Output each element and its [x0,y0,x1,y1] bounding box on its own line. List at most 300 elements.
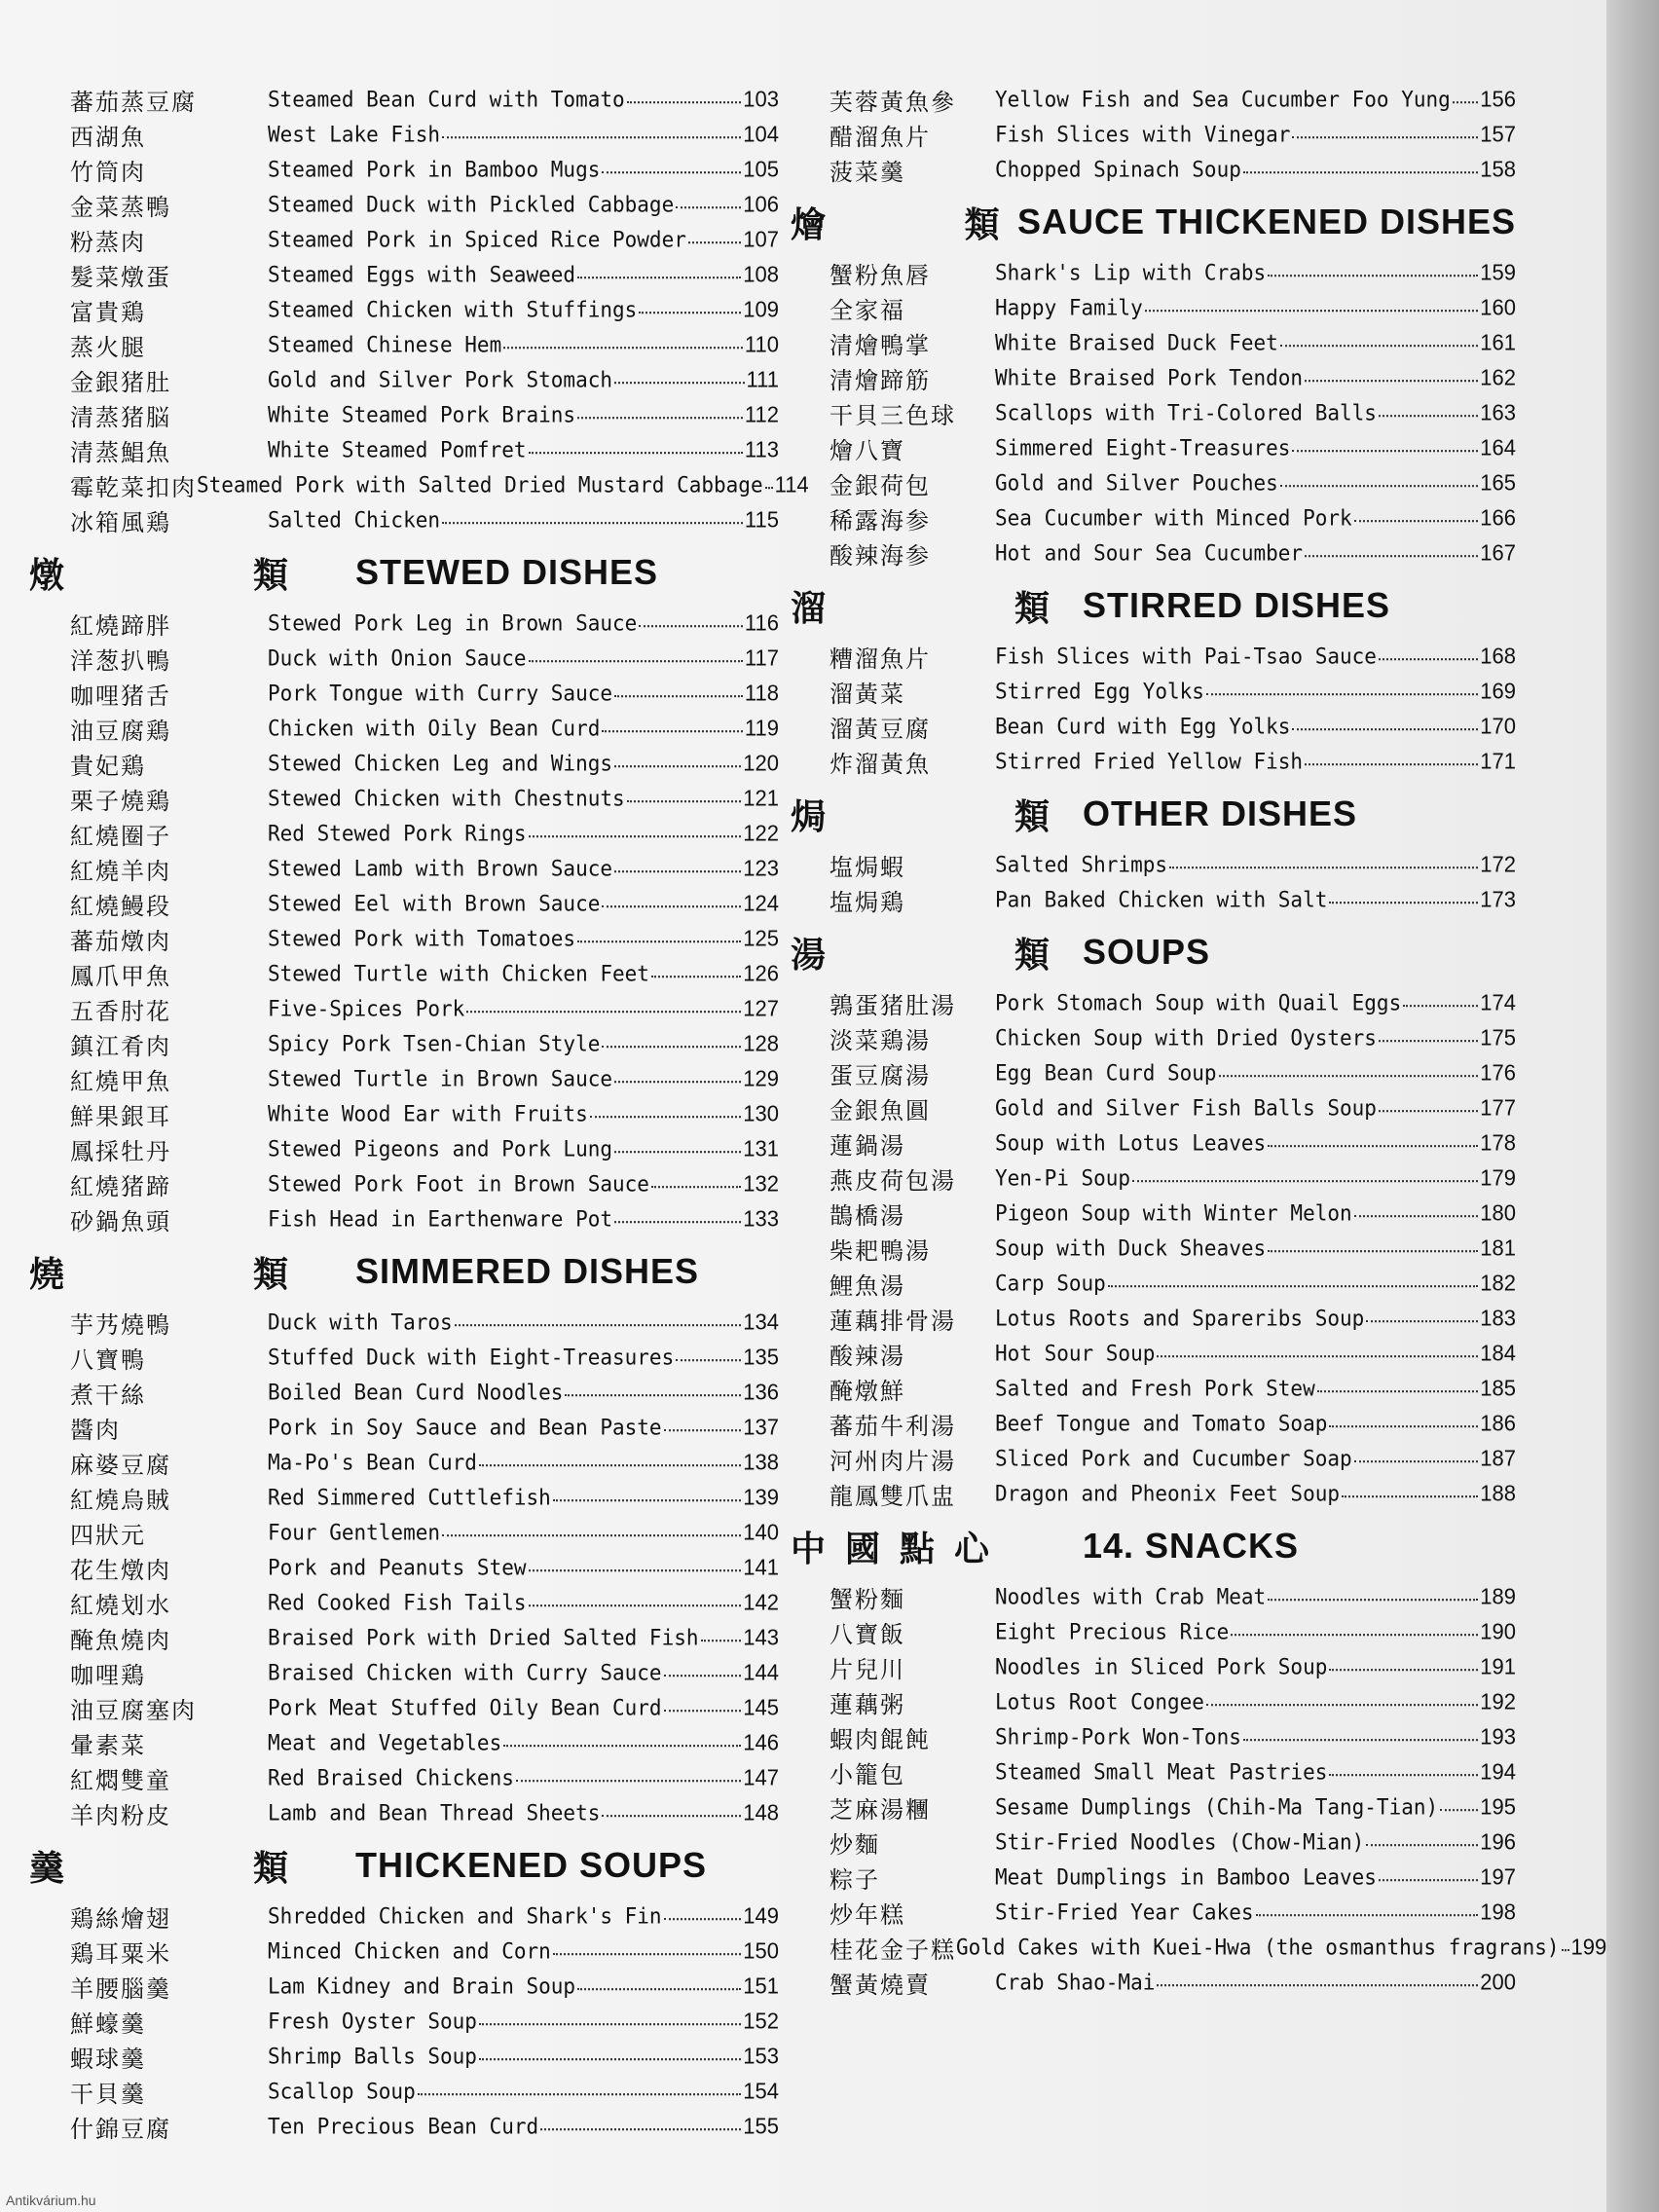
leader-dots [479,2022,741,2025]
dish-number: 195 [1480,1793,1516,1820]
leader-dots [540,2127,741,2130]
dish-name-english: Dragon and Pheonix Feet Soup [995,1481,1341,1506]
dish-number: 118 [744,680,779,706]
leader-dots [614,694,743,697]
dish-number: 196 [1480,1828,1516,1855]
dish-entry [995,329,1516,356]
dish-name-chinese: 塩焗鶏 [830,888,905,916]
menu-item [791,290,1516,325]
menu-item [791,117,1516,152]
menu-item [791,152,1516,187]
dish-name-english: Egg Bean Curd Soup [995,1060,1217,1086]
dish-entry [995,643,1516,670]
dish-name-chinese: 芙蓉黃魚參 [830,88,956,116]
dish-name-chinese: 蟹黃燒賣 [830,1971,931,1999]
dish-number: 172 [1480,851,1516,877]
menu-item [29,1934,779,1969]
menu-item [791,1789,1516,1825]
dish-entry [268,1589,779,1616]
dish-entry [268,820,779,847]
dish-number: 193 [1480,1723,1516,1750]
menu-item [29,1096,779,1131]
leader-dots [577,276,741,278]
dish-name-chinese: 塩焗蝦 [830,853,905,881]
dish-name-english: Fresh Oyster Soup [268,2009,477,2034]
dish-name-english: Red Braised Chickens [268,1765,514,1790]
leader-dots [664,1709,742,1712]
dish-number: 174 [1480,989,1516,1015]
dish-number: 190 [1480,1618,1516,1644]
dish-name-chinese: 油豆腐鶏 [70,717,171,745]
dish-name-english: Shrimp Balls Soup [268,2044,477,2069]
dish-name-chinese: 清燴蹄筋 [830,366,931,394]
dish-name-english: Pork Meat Stuffed Oily Bean Curd [268,1695,662,1720]
leader-dots [1268,274,1478,276]
dish-number: 186 [1480,1410,1516,1436]
menu-item [29,152,779,187]
dish-name-chinese: 竹筒肉 [70,158,146,186]
dish-number: 135 [743,1344,779,1370]
menu-item [791,744,1516,779]
leader-dots [1379,657,1478,660]
menu-item [791,1371,1516,1406]
dish-name-english: Noodles in Sliced Pork Soup [995,1654,1328,1679]
dish-name-chinese: 紅燒划水 [70,1591,171,1619]
leader-dots [676,1358,741,1361]
menu-item [791,1196,1516,1231]
dish-entry [995,434,1516,461]
menu-item [29,1131,779,1166]
dish-entry [268,1484,779,1511]
dish-number: 120 [743,750,779,776]
section-title-english: SIMMERED DISHES [355,1251,700,1291]
dish-name-chinese: 龍鳳雙爪盅 [830,1482,956,1510]
menu-item [29,432,779,467]
dish-number: 146 [743,1729,779,1755]
dish-number: 163 [1480,399,1516,425]
dish-name-chinese: 咖哩猪舌 [70,682,171,710]
dish-entry [268,86,779,113]
dish-entry [995,1969,1516,1996]
leader-dots [664,1428,742,1431]
dish-name-english: Hot Sour Soup [995,1341,1156,1366]
dish-name-chinese: 麻婆豆腐 [70,1451,171,1479]
section-title-chinese: 焗 [791,796,827,837]
dish-entry [268,1972,779,2000]
dish-number: 148 [743,1799,779,1825]
dish-number: 171 [1480,748,1516,774]
menu-item [29,1655,779,1690]
dish-entry [268,1624,779,1651]
menu-item [29,362,779,397]
dish-number: 184 [1480,1340,1516,1366]
dish-number: 198 [1480,1899,1516,1925]
dish-name-chinese: 鳳爪甲魚 [70,962,171,990]
dish-name-english: Pork Tongue with Curry Sauce [268,681,613,706]
leader-dots [1243,1738,1478,1741]
dish-entry [268,1799,779,1826]
dish-name-chinese: 富貴鶏 [70,298,146,326]
menu-item [29,1795,779,1830]
menu-item [791,325,1516,360]
dish-number: 181 [1480,1235,1516,1261]
menu-item [29,1201,779,1236]
dish-number: 130 [743,1100,779,1126]
dish-entry [268,1519,779,1546]
dish-entry [995,399,1516,426]
dish-name-chinese: 紅燒羊肉 [70,857,171,885]
dish-name-chinese: 淡菜鶏湯 [830,1026,931,1054]
dish-number: 188 [1480,1480,1516,1506]
dish-number: 189 [1480,1583,1516,1609]
section-title-english: STIRRED DISHES [1083,585,1391,625]
dish-entry [995,1375,1516,1402]
leader-dots [529,1568,742,1571]
dish-name-chinese: 醋溜魚片 [830,123,931,151]
dish-entry [995,364,1516,391]
dish-name-chinese: 砂鍋魚頭 [70,1207,171,1235]
dish-entry [268,785,779,812]
dish-name-chinese: 花生燉肉 [70,1556,171,1584]
menu-item [791,82,1516,117]
dish-number: 122 [743,820,779,846]
leader-dots [1354,1214,1479,1217]
leader-dots [1354,1459,1479,1462]
dish-name-chinese: 醃燉鮮 [830,1377,905,1405]
dish-name-chinese: 芝麻湯糰 [830,1795,931,1824]
dish-number: 138 [743,1449,779,1475]
dish-entry [268,1100,779,1127]
menu-item [29,991,779,1026]
leader-dots [602,1045,741,1048]
dish-entry [268,2078,779,2105]
menu-item [29,1445,779,1480]
dish-name-chinese: 炸溜黃魚 [830,750,931,778]
dish-entry [995,1653,1516,1680]
leader-dots [577,1987,741,1990]
dish-entry [995,1270,1516,1297]
dish-name-chinese: 蓮藕排骨湯 [830,1307,956,1335]
dish-number: 170 [1480,713,1516,739]
dish-name-english: Lotus Root Congee [995,1689,1204,1714]
menu-item [791,847,1516,882]
leader-dots [1268,1249,1478,1252]
leader-dots [614,1080,741,1083]
leader-dots [553,1498,741,1501]
dish-name-chinese: 蟹粉魚唇 [830,261,931,289]
menu-item [29,1760,779,1795]
dish-name-chinese: 金銀猪肚 [70,368,171,396]
dish-name-chinese: 髮菜燉蛋 [70,263,171,291]
dish-name-chinese: 蕃茄燉肉 [70,927,171,955]
dish-entry [995,86,1516,113]
dish-entry [268,2008,779,2035]
dish-number: 121 [743,785,779,811]
dish-name-chinese: 霉乾菜扣肉 [70,473,197,501]
menu-item [791,1649,1516,1684]
section-header [791,1517,1516,1575]
leader-dots [688,240,741,243]
dish-number: 125 [743,925,779,951]
dish-number: 110 [744,331,779,357]
dish-number: 124 [743,890,779,916]
leader-dots [1379,1109,1478,1112]
menu-item [29,1620,779,1655]
dish-entry [268,1065,779,1092]
dish-name-chinese: 炒年糕 [830,1900,905,1929]
dish-entry [268,1659,779,1686]
dish-name-english: Happy Family [995,295,1143,320]
dish-name-chinese: 清蒸猪脳 [70,403,171,431]
leader-dots [516,1779,741,1782]
leader-dots [602,170,741,173]
dish-number: 199 [1570,1934,1607,1960]
dish-entry [995,259,1516,286]
menu-item [29,502,779,537]
dish-name-chinese: 酸辣海参 [830,541,931,570]
dish-number: 108 [743,261,779,287]
dish-entry [995,678,1516,705]
dish-name-english: Fish Head in Earthenware Pot [268,1206,613,1232]
menu-item [29,1061,779,1096]
leader-dots [479,1463,741,1466]
dish-name-english: Steamed Pork with Salted Dried Mustard Cabbage [197,472,763,498]
menu-item [791,500,1516,535]
dish-name-english: Stir-Fried Year Cakes [995,1899,1254,1925]
dish-number: 115 [744,506,779,533]
menu-item [791,1754,1516,1789]
dish-name-chinese: 煮干絲 [70,1381,146,1409]
dish-number: 140 [743,1519,779,1545]
menu-item [29,1480,779,1515]
dish-name-chinese: 鎮江肴肉 [70,1032,171,1060]
dish-name-english: Soup with Duck Sheaves [995,1235,1267,1261]
dish-name-chinese: 清燴鴨掌 [830,331,931,359]
dish-name-english: Duck with Taros [268,1309,453,1335]
menu-item [791,1301,1516,1336]
dish-number: 116 [744,609,779,636]
dish-entry [268,331,779,358]
dish-name-english: Stewed Pork Leg in Brown Sauce [268,610,638,636]
dish-name-chinese: 紅燒圈子 [70,822,171,850]
dish-name-english: White Steamed Pomfret [268,437,527,462]
leader-dots [577,416,743,419]
dish-entry [268,1729,779,1756]
dish-entry [268,121,779,148]
leader-dots [590,1115,742,1118]
leader-dots [565,1393,741,1396]
dish-entry [268,995,779,1022]
dish-name-english: Stewed Pork with Tomatoes [268,926,576,951]
menu-item [791,1406,1516,1441]
dish-name-english: Pork in Soy Sauce and Bean Paste [268,1415,662,1440]
leader-dots [442,135,741,138]
leader-dots [664,1674,742,1677]
dish-name-english: Steamed Pork in Spiced Rice Powder [268,227,686,252]
dish-name-english: Carp Soup [995,1271,1106,1296]
dish-name-chinese: 小籠包 [830,1760,905,1788]
section-header [791,923,1516,981]
leader-dots [1403,1004,1478,1007]
dish-name-english: Bean Curd with Egg Yolks [995,714,1291,739]
dish-name-chinese: 鵲橋湯 [830,1201,905,1230]
dish-name-english: Stirred Fried Yellow Fish [995,749,1304,774]
dish-name-english: Chicken Soup with Dried Oysters [995,1025,1377,1051]
dish-number: 104 [743,121,779,147]
dish-name-chinese: 燴八寶 [830,436,905,464]
dish-number: 167 [1480,539,1516,566]
dish-number: 143 [743,1624,779,1650]
dish-name-chinese: 醃魚燒肉 [70,1626,171,1654]
dish-entry [268,191,779,218]
dish-number: 103 [743,86,779,112]
dish-name-chinese: 紅燒猪蹄 [70,1172,171,1200]
dish-entry [995,1094,1516,1122]
leader-dots [1280,484,1478,487]
dish-name-english: Red Cooked Fish Tails [268,1590,527,1615]
watermark: Antikvárium.hu [6,2193,96,2208]
menu-item [791,1895,1516,1930]
menu-item [791,1476,1516,1511]
dish-number: 158 [1480,156,1516,182]
dish-number: 197 [1480,1863,1516,1890]
dish-entry [268,2043,779,2070]
dish-name-english: Salted and Fresh Pork Stew [995,1376,1315,1401]
dish-name-english: Pork and Peanuts Stew [268,1555,527,1580]
menu-item [29,1969,779,2004]
dish-entry [995,1688,1516,1715]
dish-number: 127 [743,995,779,1021]
dish-entry [268,1309,779,1336]
dish-number: 114 [774,471,809,498]
menu-item [29,257,779,292]
section-title-english: OTHER DISHES [1083,793,1358,833]
section-title-english: 14. SNACKS [1083,1526,1300,1566]
menu-item [29,1515,779,1550]
dish-number: 126 [743,960,779,986]
dish-name-chinese: 冰箱風鶏 [70,508,171,536]
dish-entry [995,1024,1516,1051]
dish-number: 144 [743,1659,779,1685]
dish-name-english: Lam Kidney and Brain Soup [268,1973,576,1999]
dish-name-english: Shredded Chicken and Shark's Fin [268,1903,662,1929]
dish-name-chinese: 菠菜羹 [830,158,905,186]
dish-name-chinese: 四狀元 [70,1521,146,1549]
leader-dots [1292,449,1478,452]
leader-dots [1145,309,1479,312]
dish-name-english: Scallop Soup [268,2079,416,2104]
leader-dots [479,2057,741,2060]
dish-entry [995,1410,1516,1437]
dish-number: 112 [744,401,779,427]
dish-name-chinese: 紅燒鰻段 [70,892,171,920]
dish-name-english: Gold and Silver Pouches [995,470,1278,496]
section-category-character: 類 [253,555,289,596]
menu-item [791,882,1516,917]
menu-item [791,1441,1516,1476]
leader-dots [676,205,741,208]
dish-entry [268,296,779,323]
dish-name-chinese: 鳳採牡丹 [70,1137,171,1165]
dish-name-english: Stewed Eel with Brown Sauce [268,891,601,916]
dish-name-english: Soup with Lotus Leaves [995,1130,1267,1156]
dish-entry [268,855,779,882]
dish-number: 192 [1480,1688,1516,1714]
leader-dots [529,659,743,662]
dish-number: 157 [1480,121,1516,147]
menu-item [791,639,1516,674]
leader-dots [1305,554,1478,557]
dish-name-chinese: 蓮藕粥 [830,1690,905,1718]
section-header [29,543,779,602]
dish-number: 161 [1480,329,1516,355]
dish-entry [268,925,779,952]
dish-name-chinese: 清蒸鯧魚 [70,438,171,466]
dish-number: 160 [1480,294,1516,320]
leader-dots [614,869,741,872]
dish-name-english: Duck with Onion Sauce [268,645,527,671]
dish-entry [268,1379,779,1406]
section-category-character: 類 [964,204,1000,245]
dish-entry [268,680,779,707]
dish-name-chinese: 酸辣湯 [830,1342,905,1370]
section-header [791,785,1516,843]
section-title-chinese: 溜 [791,588,827,629]
menu-item [29,467,809,502]
dish-name-english: Four Gentlemen [268,1520,441,1545]
dish-name-english: Yen-Pi Soup [995,1165,1131,1191]
menu-item [29,1026,779,1061]
dish-entry [268,2113,779,2140]
dish-name-english: White Steamed Pork Brains [268,402,576,427]
dish-name-chinese: 紅燒甲魚 [70,1067,171,1095]
dish-name-english: Fish Slices with Vinegar [995,122,1291,147]
leader-dots [1292,727,1478,730]
dish-number: 176 [1480,1059,1516,1086]
dish-entry [995,851,1516,878]
leader-dots [1329,1668,1478,1671]
leader-dots [1268,1598,1478,1601]
dish-name-english: Stewed Turtle in Brown Sauce [268,1066,613,1091]
dish-entry [268,1694,779,1721]
dish-name-english: Fish Slices with Pai-Tsao Sauce [995,644,1377,669]
menu-item [791,1090,1516,1125]
dish-name-chinese: 蒸火腿 [70,333,146,361]
dish-name-english: Stewed Chicken Leg and Wings [268,751,613,776]
leader-dots [664,1917,742,1920]
menu-item [29,1899,779,1934]
menu-item [791,709,1516,744]
dish-number: 153 [743,2043,779,2069]
menu-item [791,674,1516,709]
dish-entry [268,226,779,253]
dish-name-english: Hot and Sour Sea Cucumber [995,540,1304,566]
dish-entry [268,1170,779,1198]
dish-name-chinese: 燕皮荷包湯 [830,1166,956,1195]
leader-dots [614,1150,741,1153]
menu-item [791,1614,1516,1649]
dish-name-english: Crab Shao-Mai [995,1970,1156,1995]
leader-dots [442,1533,741,1536]
dish-number: 156 [1480,86,1516,112]
dish-number: 182 [1480,1270,1516,1296]
dish-entry [995,1899,1516,1926]
dish-name-english: Salted Chicken [268,507,441,533]
dish-name-english: Stewed Chicken with Chestnuts [268,786,625,811]
dish-number: 162 [1480,364,1516,390]
dish-number: 136 [743,1379,779,1405]
dish-number: 166 [1480,504,1516,531]
